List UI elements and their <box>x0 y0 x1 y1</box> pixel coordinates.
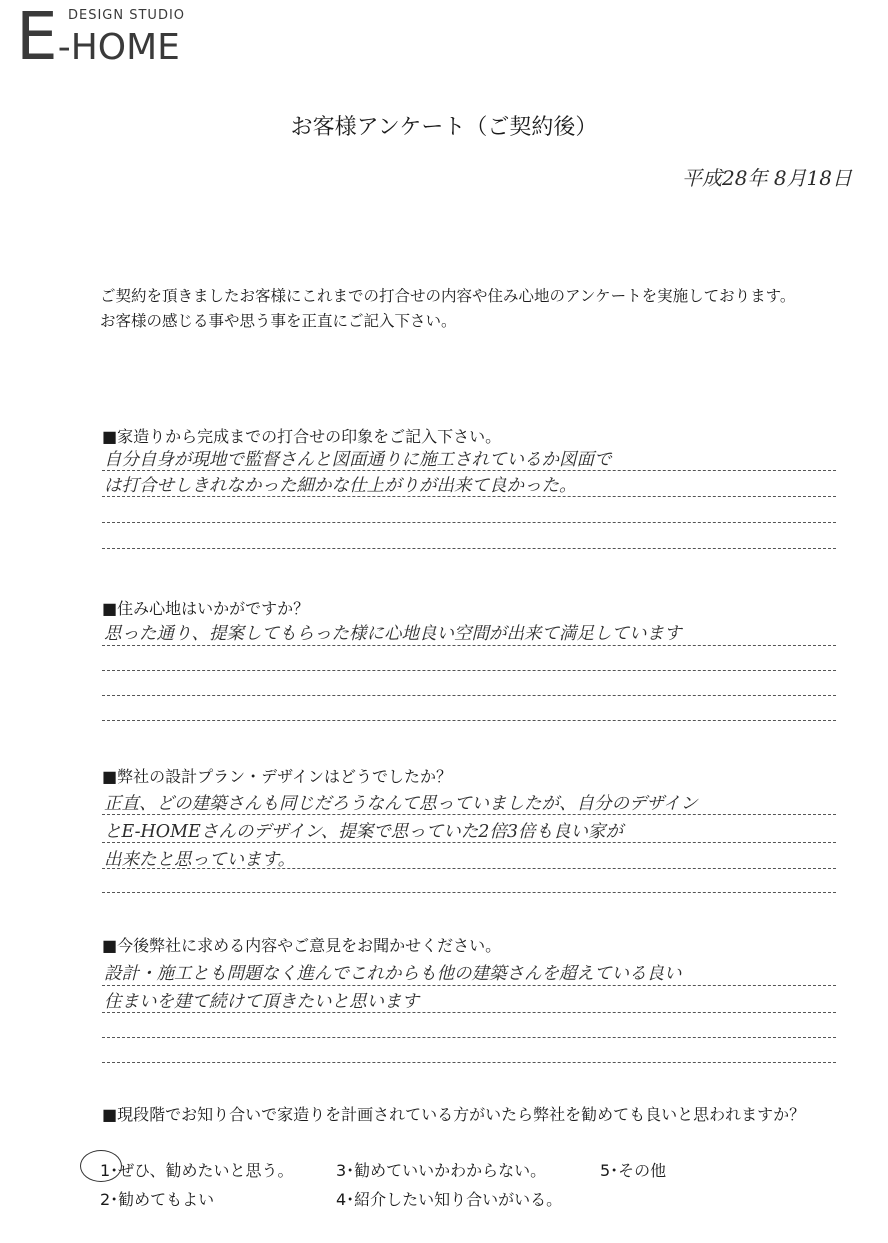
question-3-label: ■弊社の設計プラン・デザインはどうでしたか？ <box>102 767 452 786</box>
logo <box>16 0 180 81</box>
answer-2-line: 思った通り、提案してもらった様に心地良い空間が出来て満足しています <box>104 624 682 644</box>
answer-rule <box>102 670 836 671</box>
answer-4-line: 設計・施工とも問題なく進んでこれからも他の建築さんを超えている良い <box>104 964 682 984</box>
answer-rule <box>102 1012 836 1013</box>
answer-rule <box>102 892 836 893</box>
form-title: お客様アンケート（ご契約後） <box>290 115 598 140</box>
answer-rule <box>102 522 836 523</box>
answer-rule <box>102 496 836 497</box>
answer-rule <box>102 842 836 843</box>
answer-rule <box>102 548 836 549</box>
question-4-label: ■今後弊社に求める内容やご意見をお聞かせください。 <box>102 936 502 955</box>
question-5-label: ■現段階でお知り合いで家造りを計画されている方がいたら弊社を勧めても良いと思われますか？ <box>102 1105 806 1124</box>
logo-letter-e: E <box>16 0 58 75</box>
answer-rule <box>102 1037 836 1038</box>
answer-rule <box>102 868 836 869</box>
intro-text <box>100 284 795 334</box>
answer-3-line: とE-HOMEさんのデザイン、提案で思っていた2倍3倍も良い家が <box>104 822 623 842</box>
question-2-label: ■住み心地はいかがですか？ <box>102 599 310 618</box>
answer-rule <box>102 1062 836 1063</box>
answer-1-line: は打合せしきれなかった細かな仕上がりが出来て良かった。 <box>104 476 577 496</box>
logo-word-home: -HOME <box>57 27 180 68</box>
answer-4-line: 住まいを建て続けて頂きたいと思います <box>104 992 419 1012</box>
answer-rule <box>102 695 836 696</box>
option-2[interactable]: 2･勧めてもよい <box>100 1190 215 1209</box>
answer-rule <box>102 470 836 471</box>
option-1[interactable]: 1･ぜひ、勧めたいと思う。 <box>100 1161 294 1180</box>
logo-subtitle: DESIGN STUDIO <box>68 8 186 23</box>
answer-1-line: 自分自身が現地で監督さんと図面通りに施工されているか図面で <box>104 450 612 470</box>
answer-rule <box>102 814 836 815</box>
option-3[interactable]: 3･勧めていいかわからない。 <box>336 1161 547 1180</box>
answer-rule <box>102 645 836 646</box>
option-4[interactable]: 4･紹介したい知り合いがいる。 <box>336 1190 563 1209</box>
option-5[interactable]: 5･その他 <box>600 1161 667 1180</box>
answer-rule <box>102 720 836 721</box>
intro-line: ご契約を頂きましたお客様にこれまでの打合せの内容や住み心地のアンケートを実施しております。 <box>100 287 796 305</box>
answer-3-line: 出来たと思っています。 <box>104 850 296 870</box>
answer-3-line: 正直、どの建築さんも同じだろうなんて思っていましたが、自分のデザイン <box>104 794 698 814</box>
intro-line: お客様の感じる事や思う事を正直にご記入下さい。 <box>100 312 457 330</box>
handwritten-date: 平成28年 8月18日 <box>682 166 852 190</box>
answer-rule <box>102 985 836 986</box>
question-1-label: ■家造りから完成までの打合せの印象をご記入下さい。 <box>102 427 502 446</box>
